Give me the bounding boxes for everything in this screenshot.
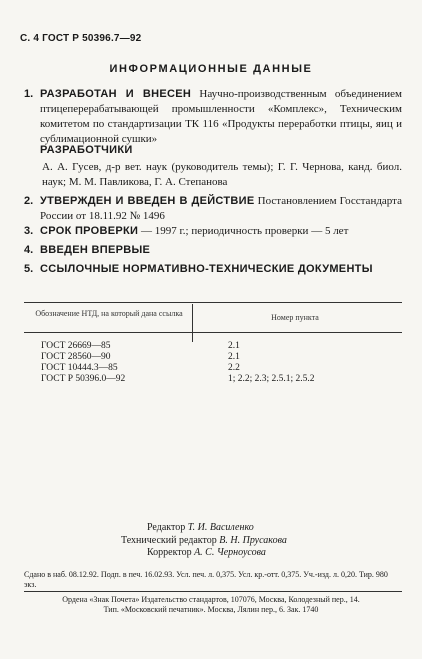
table-cell-item: 2.2 [228,363,240,373]
section-lead: ВВЕДЕН ВПЕРВЫЕ [40,244,151,256]
section-number: 1. [24,88,34,100]
corrector-name: А. С. Черноусова [194,547,266,558]
section-5 [24,262,402,277]
section-lead: УТВЕРЖДЕН И ВВЕДЕН В ДЕЙСТВИЕ [40,195,255,207]
table-cell-doc: ГОСТ 10444.3—85 [41,363,118,373]
section-3 [24,224,402,239]
section-1 [24,87,402,147]
section-number: 4. [24,244,34,256]
table-cell-doc: ГОСТ Р 50396.0—92 [41,374,126,384]
table-column-divider [192,304,193,342]
imprint-publisher: Ордена «Знак Почета» Издательство стандартов, 107076, Москва, Колодезный пер., 14. [62,595,360,604]
section-lead: РАЗРАБОТАН И ВНЕСЕН [40,88,192,100]
section-2 [24,194,402,224]
print-info: Сдано в наб. 08.12.92. Подп. в печ. 16.02.93. Усл. печ. л. 0,375. Усл. кр.-отт. 0,375. Уч.-изд. л. 0,20. Тир. 980 экз. [24,570,388,589]
developers-heading: РАЗРАБОТЧИКИ [40,144,133,156]
table-cell-doc: ГОСТ 26669—85 [41,341,111,351]
developers-list: А. А. Гусев, д-р вет. наук (руководитель темы); Г. Г. Чернова, канд. биол. наук; М. М. Павликова, Г. А. Степанова [42,161,402,188]
page-title: ИНФОРМАЦИОННЫЕ ДАННЫЕ [109,63,313,75]
section-number: 2. [24,195,34,207]
section-text: Постановлением Госстандарта России от 18.11.92 № 1496 [40,195,402,222]
table-cell-item: 2.1 [228,352,240,362]
page-header: С. 4 ГОСТ Р 50396.7—92 [20,33,142,44]
table-header-rule [24,332,402,333]
section-lead: СРОК ПРОВЕРКИ [40,225,139,237]
imprint-rule [24,591,402,592]
table-header-doc: Обозначение НТД, на который дана ссылка [35,309,183,318]
section-4 [24,243,402,258]
editor-credit: Редактор Т. И. Василенко [147,522,254,533]
table-top-rule [24,302,402,303]
section-text: Научно-производственным объединением птицеперерабатывающей промышленности «Комплекс», Техническим комитетом по стандартизации ТК 116 «Продукты переработки птицы, яиц и сублимационной сушки» [40,88,402,145]
corrector-credit: Корректор А. С. Черноусова [147,547,266,558]
imprint-printer: Тип. «Московский печатник». Москва, Лялин пер., 6. Зак. 1740 [103,605,319,614]
table-cell-doc: ГОСТ 28560—90 [41,352,111,362]
section-number: 5. [24,263,34,275]
editor-name: Т. И. Василенко [187,522,254,533]
table-cell-item: 1; 2.2; 2.3; 2.5.1; 2.5.2 [228,374,315,384]
tech-editor-name: В. Н. Прусакова [219,535,287,546]
section-number: 3. [24,225,34,237]
tech-editor-credit: Технический редактор В. Н. Прусакова [121,535,287,546]
table-header-item: Номер пункта [271,313,319,322]
table-cell-item: 2.1 [228,341,240,351]
section-text: — 1997 г.; периодичность проверки — 5 лет [138,225,349,237]
section-lead: ССЫЛОЧНЫЕ НОРМАТИВНО-ТЕХНИЧЕСКИЕ ДОКУМЕНТЫ [40,263,373,275]
